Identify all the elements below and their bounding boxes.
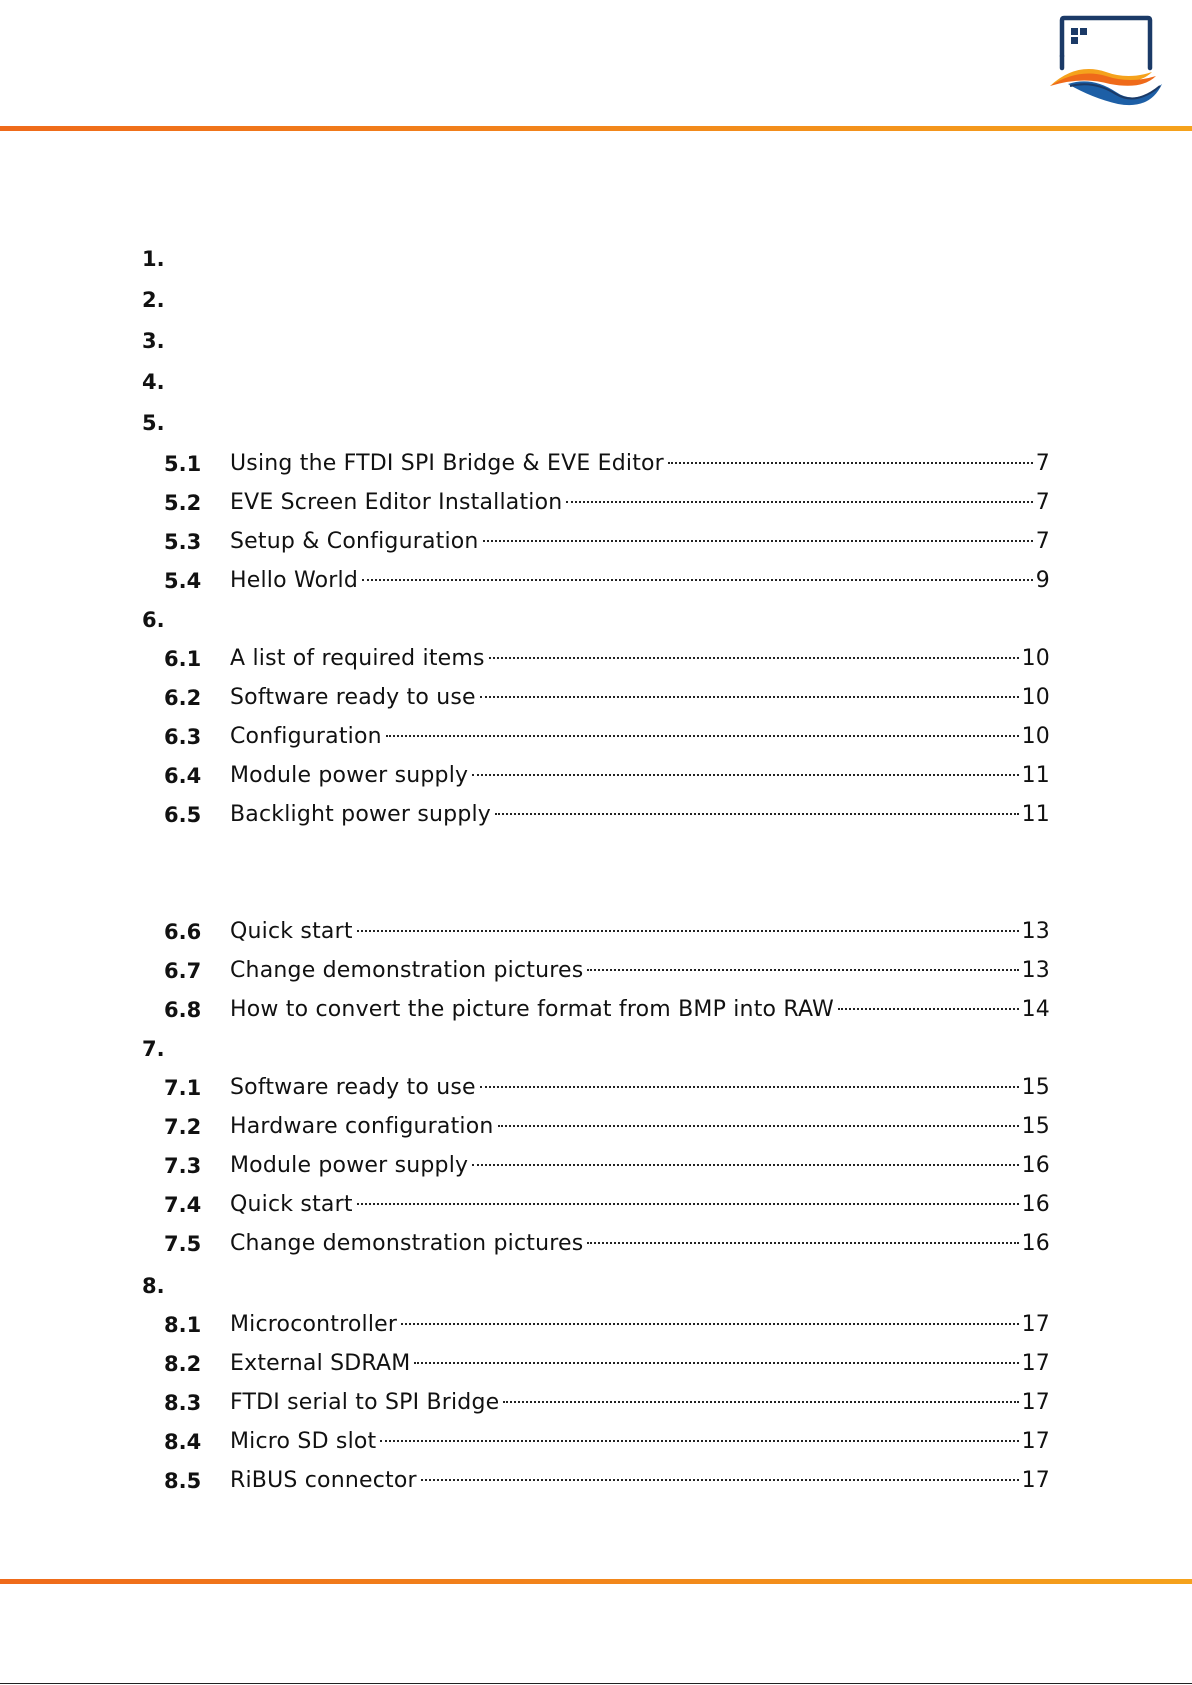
toc-section[interactable] <box>0 954 1192 988</box>
toc-section-row <box>230 798 1050 832</box>
toc-section[interactable] <box>0 1386 1192 1420</box>
toc-section-title: Quick start <box>230 919 353 944</box>
toc-section-row <box>230 681 1050 715</box>
toc-chapter-number: 8. <box>142 1274 165 1298</box>
toc-dot-leader <box>668 462 1033 464</box>
toc-section-row <box>230 720 1050 754</box>
toc-section-row <box>230 1227 1050 1261</box>
toc-section-number: 5.2 <box>164 491 202 515</box>
toc-section-row <box>230 1386 1050 1420</box>
toc-chapter[interactable] <box>0 406 1192 440</box>
toc-page-number: 17 <box>1021 1468 1050 1493</box>
toc-section[interactable] <box>0 1308 1192 1342</box>
toc-section-number: 5.3 <box>164 530 202 554</box>
toc-page-number: 11 <box>1021 763 1050 788</box>
toc-section-title: Micro SD slot <box>230 1429 377 1454</box>
company-logo-icon <box>1046 14 1166 106</box>
toc-section-row <box>230 915 1050 949</box>
toc-section[interactable] <box>0 798 1192 832</box>
toc-section[interactable] <box>0 1110 1192 1144</box>
toc-section-number: 6.2 <box>164 686 202 710</box>
toc-section-number: 7.3 <box>164 1154 202 1178</box>
toc-section-title: Module power supply <box>230 763 469 788</box>
toc-page-number: 9 <box>1035 568 1050 593</box>
toc-section[interactable] <box>0 642 1192 676</box>
toc-section-title: Backlight power supply <box>230 802 492 827</box>
page-bottom-line <box>0 1683 1192 1684</box>
toc-section[interactable] <box>0 1227 1192 1261</box>
toc-section-title: External SDRAM <box>230 1351 411 1376</box>
toc-section-number: 6.1 <box>164 647 202 671</box>
toc-section[interactable] <box>0 1149 1192 1183</box>
toc-section[interactable] <box>0 1188 1192 1222</box>
toc-dot-leader <box>503 1401 1018 1403</box>
toc-section[interactable] <box>0 486 1192 520</box>
toc-chapter-number: 5. <box>142 411 165 435</box>
toc-page-number: 16 <box>1021 1153 1050 1178</box>
toc-section[interactable] <box>0 1464 1192 1498</box>
toc-section-number: 6.3 <box>164 725 202 749</box>
toc-section-title: Microcontroller <box>230 1312 398 1337</box>
toc-section-row <box>230 1464 1050 1498</box>
toc-page-number: 15 <box>1021 1114 1050 1139</box>
toc-page-number: 10 <box>1021 685 1050 710</box>
toc-section-number: 6.7 <box>164 959 202 983</box>
toc-section-row <box>230 1308 1050 1342</box>
toc-section-title: How to convert the picture format from BMP into RAW <box>230 997 834 1022</box>
toc-section-row <box>230 447 1050 481</box>
toc-section[interactable] <box>0 759 1192 793</box>
toc-dot-leader <box>489 657 1019 659</box>
toc-section-title: Setup & Configuration <box>230 529 479 554</box>
toc-dot-leader <box>472 1164 1018 1166</box>
toc-section-number: 7.2 <box>164 1115 202 1139</box>
toc-dot-leader <box>838 1008 1019 1010</box>
toc-section-number: 6.5 <box>164 803 202 827</box>
toc-section[interactable] <box>0 993 1192 1027</box>
toc-chapter-number: 4. <box>142 370 165 394</box>
toc-dot-leader <box>483 540 1033 542</box>
toc-chapter[interactable] <box>0 365 1192 399</box>
toc-chapter[interactable] <box>0 283 1192 317</box>
toc-page-number: 7 <box>1035 451 1050 476</box>
toc-chapter[interactable] <box>0 1032 1192 1066</box>
toc-chapter-number: 3. <box>142 329 165 353</box>
toc-section[interactable] <box>0 447 1192 481</box>
toc-chapter[interactable] <box>0 603 1192 637</box>
toc-page-number: 7 <box>1035 529 1050 554</box>
toc-section-row <box>230 759 1050 793</box>
header-rule <box>0 116 1192 121</box>
toc-dot-leader <box>421 1479 1019 1481</box>
toc-section-title: A list of required items <box>230 646 485 671</box>
toc-section-title: Using the FTDI SPI Bridge & EVE Editor <box>230 451 664 476</box>
toc-section[interactable] <box>0 564 1192 598</box>
toc-page-number: 17 <box>1021 1429 1050 1454</box>
footer-rule <box>0 1569 1192 1574</box>
toc-section-row <box>230 486 1050 520</box>
toc-chapter-number: 7. <box>142 1037 165 1061</box>
toc-section-title: Software ready to use <box>230 685 476 710</box>
toc-section-row <box>230 993 1050 1027</box>
toc-section-row <box>230 954 1050 988</box>
toc-section-row <box>230 642 1050 676</box>
toc-section-number: 7.4 <box>164 1193 202 1217</box>
toc-section-title: Software ready to use <box>230 1075 476 1100</box>
toc-section-number: 6.6 <box>164 920 202 944</box>
toc-section-title: Module power supply <box>230 1153 469 1178</box>
toc-page-number: 13 <box>1021 919 1050 944</box>
toc-page-number: 11 <box>1021 802 1050 827</box>
toc-section-number: 8.4 <box>164 1430 202 1454</box>
toc-dot-leader <box>357 930 1019 932</box>
toc-page-number: 16 <box>1021 1192 1050 1217</box>
toc-chapter[interactable] <box>0 324 1192 358</box>
toc-section-title: Change demonstration pictures <box>230 958 584 983</box>
toc-dot-leader <box>480 696 1019 698</box>
toc-page-number: 14 <box>1021 997 1050 1022</box>
toc-section-row <box>230 525 1050 559</box>
toc-section-number: 5.4 <box>164 569 202 593</box>
toc-dot-leader <box>566 501 1032 503</box>
toc-page-number: 17 <box>1021 1312 1050 1337</box>
toc-section[interactable] <box>0 1071 1192 1105</box>
toc-dot-leader <box>495 813 1019 815</box>
toc-section-title: FTDI serial to SPI Bridge <box>230 1390 500 1415</box>
toc-section-title: Change demonstration pictures <box>230 1231 584 1256</box>
toc-section[interactable] <box>0 525 1192 559</box>
toc-dot-leader <box>472 774 1018 776</box>
toc-section-title: Configuration <box>230 724 382 749</box>
toc-page-number: 17 <box>1021 1351 1050 1376</box>
toc-section-row <box>230 1347 1050 1381</box>
toc-page-number: 15 <box>1021 1075 1050 1100</box>
toc-dot-leader <box>401 1323 1018 1325</box>
toc-page-number: 16 <box>1021 1231 1050 1256</box>
toc-dot-leader <box>498 1125 1019 1127</box>
toc-chapter[interactable] <box>0 1269 1192 1303</box>
toc-section-row <box>230 1188 1050 1222</box>
toc-section[interactable] <box>0 915 1192 949</box>
toc-section-number: 6.4 <box>164 764 202 788</box>
toc-section-row <box>230 1149 1050 1183</box>
toc-page-number: 17 <box>1021 1390 1050 1415</box>
toc-section-number: 5.1 <box>164 452 202 476</box>
toc-section-row <box>230 1425 1050 1459</box>
toc-chapter-number: 2. <box>142 288 165 312</box>
toc-dot-leader <box>357 1203 1019 1205</box>
toc-section-title: RiBUS connector <box>230 1468 417 1493</box>
toc-section-title: Hardware configuration <box>230 1114 494 1139</box>
toc-section-row <box>230 564 1050 598</box>
toc-section-number: 7.1 <box>164 1076 202 1100</box>
toc-dot-leader <box>380 1440 1018 1442</box>
toc-section-number: 6.8 <box>164 998 202 1022</box>
toc-section-title: Hello World <box>230 568 359 593</box>
toc-dot-leader <box>362 579 1033 581</box>
toc-section[interactable] <box>0 720 1192 754</box>
toc-section-row <box>230 1110 1050 1144</box>
toc-section-number: 8.3 <box>164 1391 202 1415</box>
toc-section-number: 8.5 <box>164 1469 202 1493</box>
toc-page-number: 10 <box>1021 724 1050 749</box>
toc-dot-leader <box>414 1362 1018 1364</box>
toc-section-number: 8.1 <box>164 1313 202 1337</box>
toc-section-row <box>230 1071 1050 1105</box>
toc-dot-leader <box>480 1086 1019 1088</box>
toc-chapter-number: 1. <box>142 247 165 271</box>
toc-page-number: 13 <box>1021 958 1050 983</box>
toc-section-title: Quick start <box>230 1192 353 1217</box>
toc-section-number: 7.5 <box>164 1232 202 1256</box>
toc-dot-leader <box>587 1242 1018 1244</box>
toc-section-number: 8.2 <box>164 1352 202 1376</box>
toc-section[interactable] <box>0 1425 1192 1459</box>
toc-dot-leader <box>386 735 1019 737</box>
toc-dot-leader <box>587 969 1018 971</box>
toc-chapter-number: 6. <box>142 608 165 632</box>
toc-section-title: EVE Screen Editor Installation <box>230 490 563 515</box>
toc-chapter[interactable] <box>0 242 1192 276</box>
toc-page-number: 10 <box>1021 646 1050 671</box>
toc-section[interactable] <box>0 681 1192 715</box>
toc-section[interactable] <box>0 1347 1192 1381</box>
toc-page-number: 7 <box>1035 490 1050 515</box>
